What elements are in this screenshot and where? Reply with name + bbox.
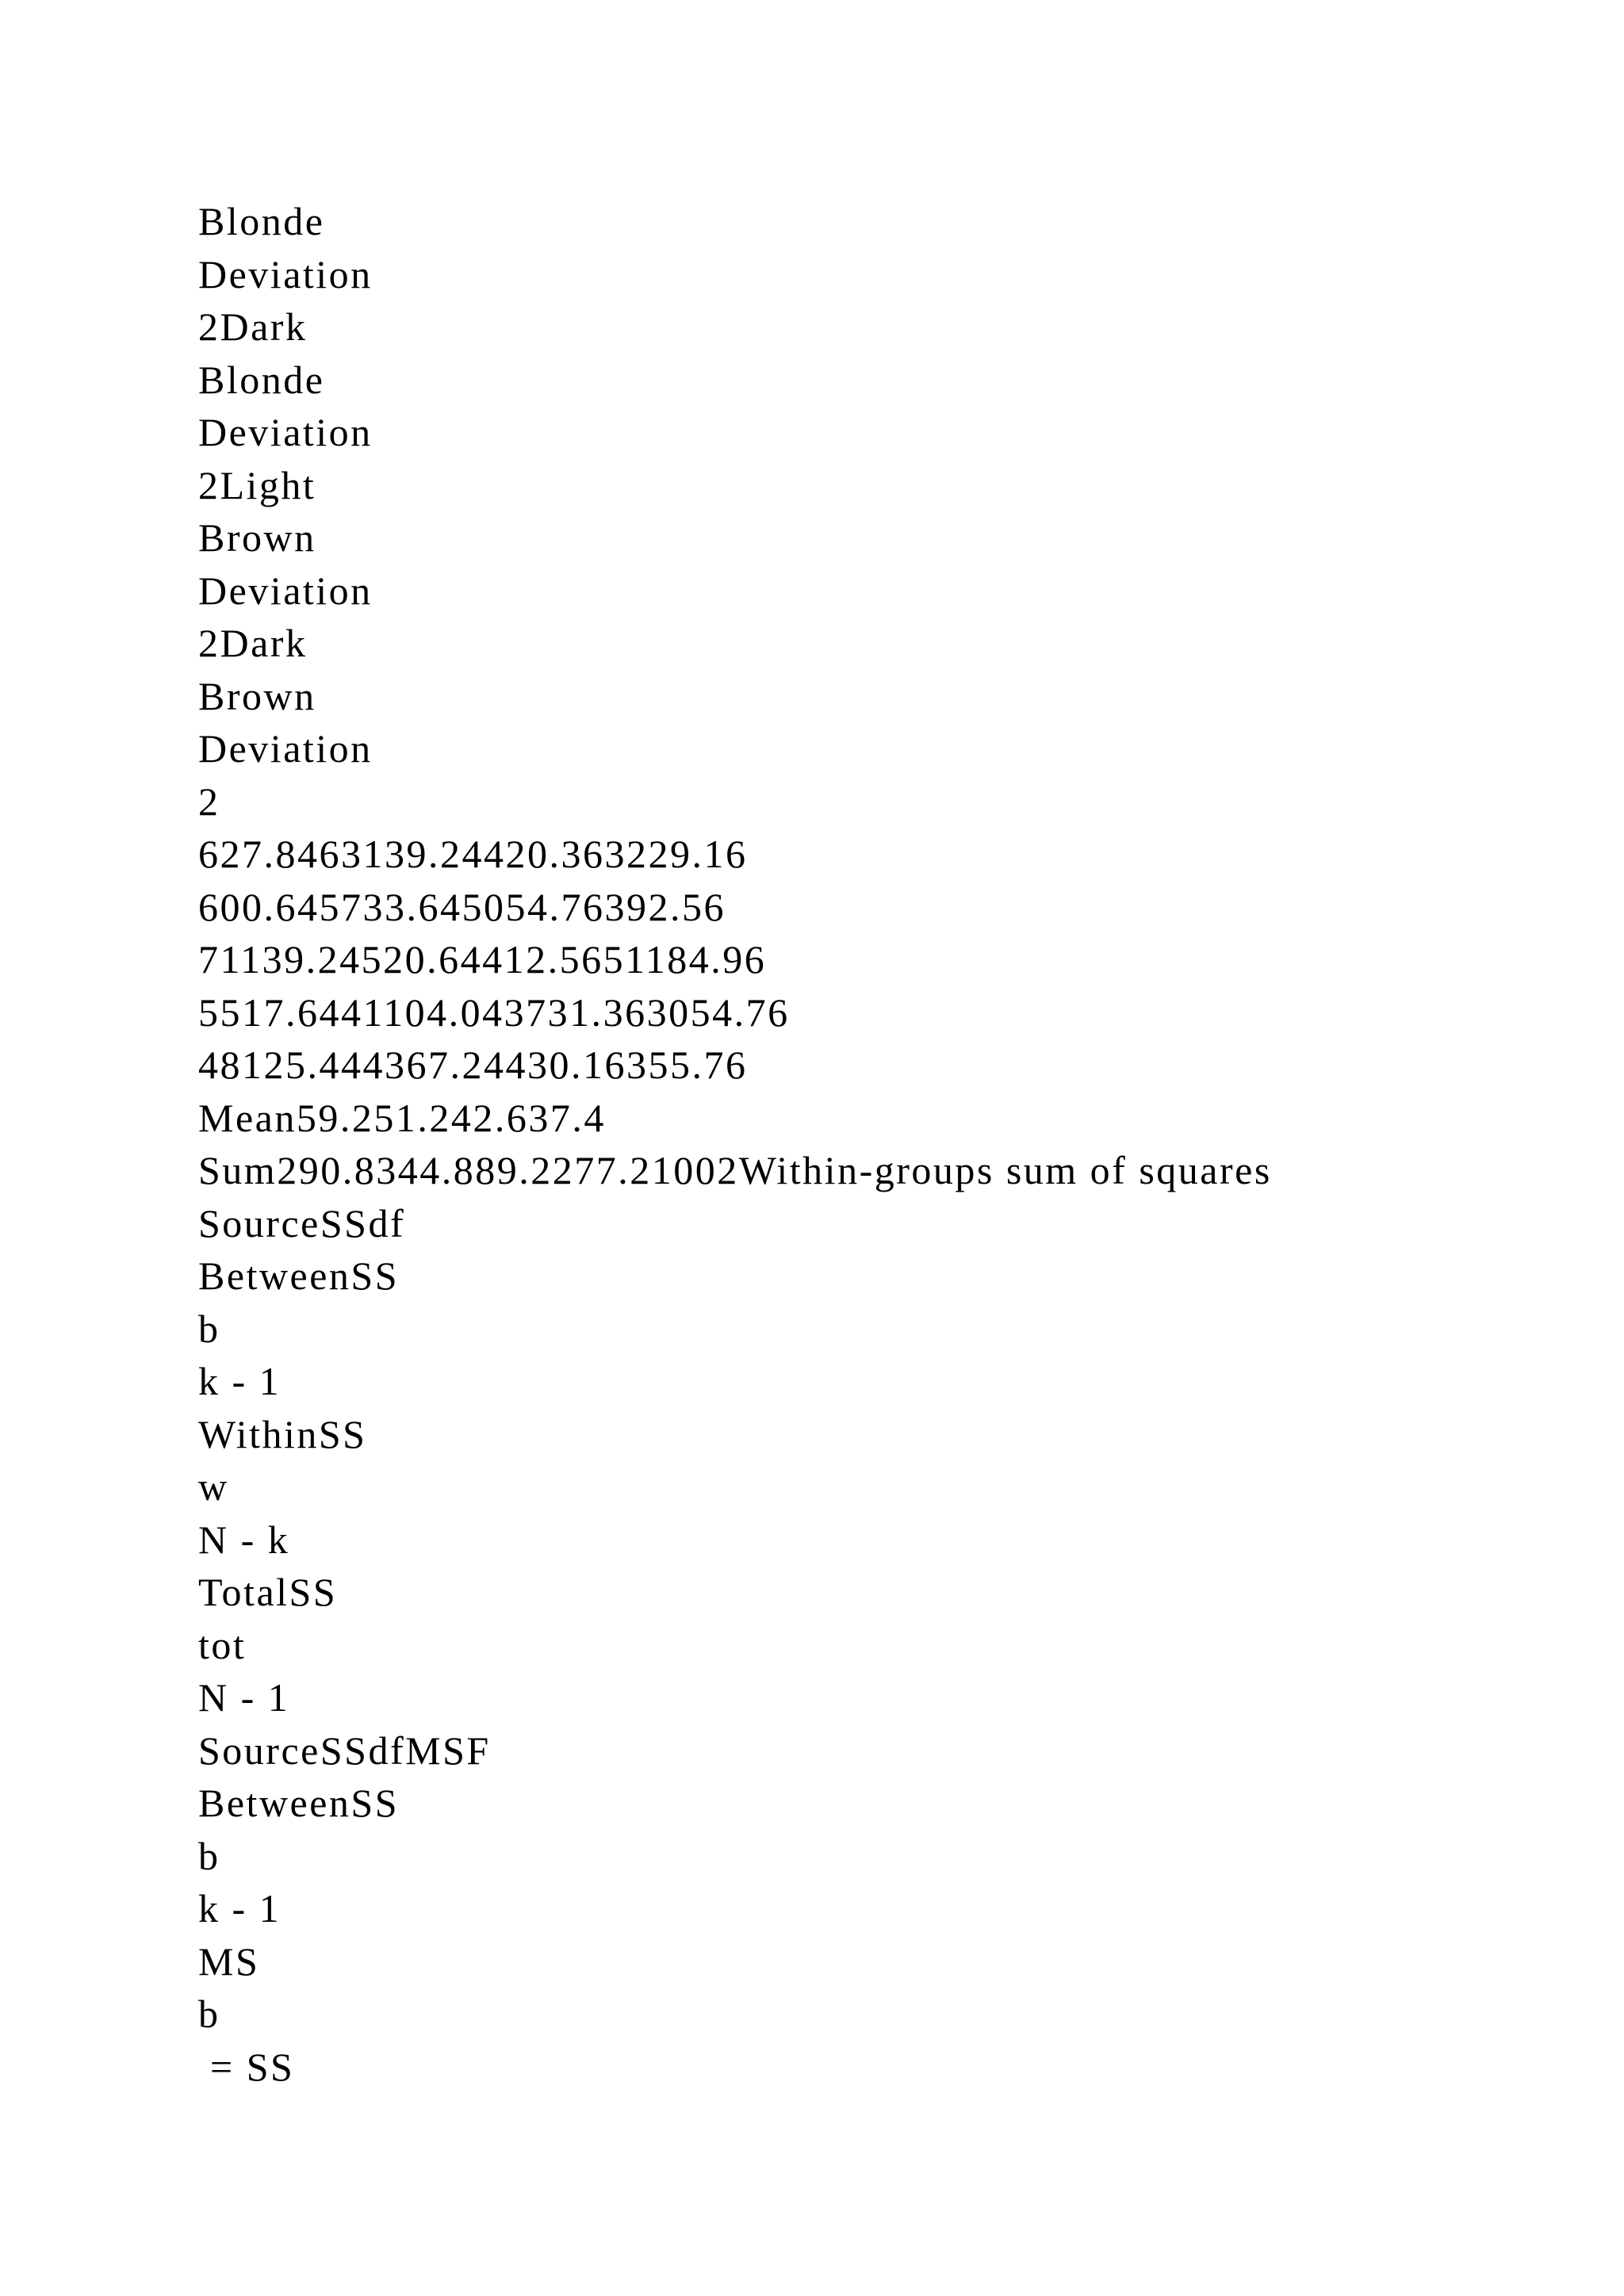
- text-line: 627.8463139.24420.363229.16: [198, 832, 748, 876]
- text-line: Blonde: [198, 199, 325, 243]
- text-line: 48125.444367.24430.16355.76: [198, 1043, 748, 1087]
- text-line: SourceSSdfMSF: [198, 1728, 491, 1773]
- text-line: b: [198, 1833, 220, 1878]
- text-line: b: [198, 1306, 220, 1351]
- text-line: 2: [198, 779, 220, 824]
- text-line: 2Light: [198, 462, 316, 507]
- text-line: N - k: [198, 1517, 290, 1562]
- text-line: N - 1: [198, 1675, 290, 1720]
- text-line: Deviation: [198, 726, 373, 771]
- text-line: 2Dark: [198, 304, 308, 349]
- text-line: k - 1: [198, 1886, 282, 1931]
- text-line: b: [198, 1992, 220, 2036]
- text-line: Deviation: [198, 568, 373, 613]
- text-line: Mean59.251.242.637.4: [198, 1095, 606, 1140]
- text-line: 600.645733.645054.76392.56: [198, 884, 726, 929]
- text-line: = SS: [198, 2044, 295, 2089]
- text-line: BetweenSS: [198, 1253, 400, 1298]
- text-line: 5517.6441104.043731.363054.76: [198, 989, 790, 1035]
- text-line: BetweenSS: [198, 1781, 400, 1825]
- text-line: w: [198, 1464, 229, 1509]
- text-line: k - 1: [198, 1359, 282, 1403]
- text-line: TotalSS: [198, 1570, 338, 1614]
- text-line: SourceSSdf: [198, 1200, 406, 1246]
- text-line: 71139.24520.64412.5651184.96: [198, 937, 767, 982]
- text-line: 2Dark: [198, 621, 308, 665]
- text-line: Blonde: [198, 357, 325, 402]
- text-line: Brown: [198, 673, 316, 718]
- text-line: MS: [198, 1938, 260, 1984]
- text-line: WithinSS: [198, 1411, 367, 1456]
- text-line: Sum290.8344.889.2277.21002Within-groups sum of squares: [198, 1148, 1272, 1192]
- document-text: [198, 195, 1272, 2093]
- text-line: tot: [198, 1622, 247, 1667]
- text-line: Deviation: [198, 410, 373, 454]
- text-line: Deviation: [198, 251, 373, 297]
- text-line: Brown: [198, 515, 316, 560]
